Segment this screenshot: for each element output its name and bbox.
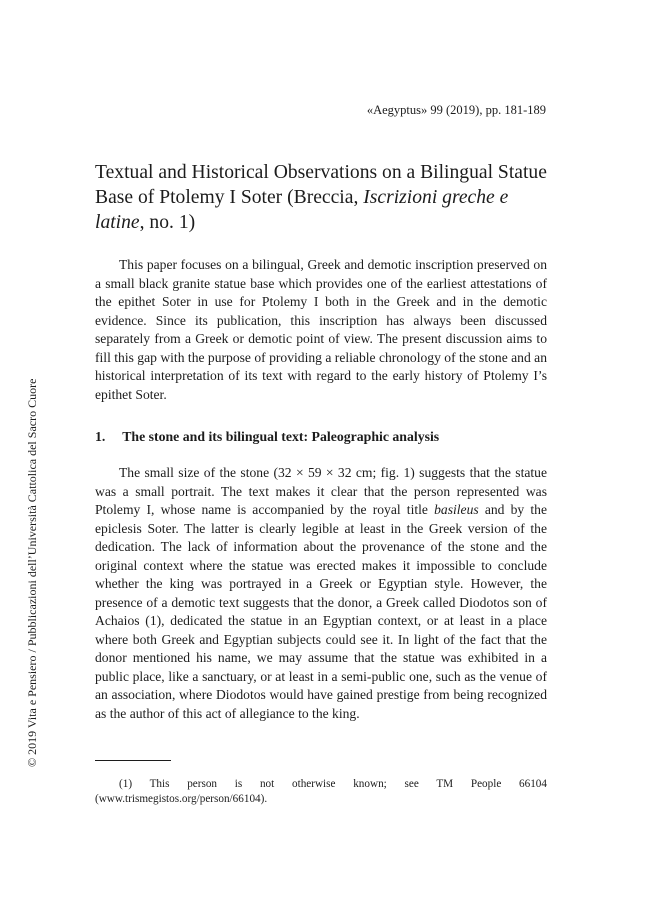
journal-citation: «Aegyptus» 99 (2019), pp. 181-189	[366, 103, 546, 117]
footnote: (1) This person is not otherwise known; see TM People 66104 (www.trismegistos.org/person/66104).	[95, 778, 547, 805]
article-title-text: Textual and Historical Observations on a Bilingual Statue Base of Ptolemy I Soter (Breccia,	[95, 162, 547, 208]
abstract: This paper focuses on a bilingual, Greek and demotic inscription preserved on a small black granite statue base which provides one of the earliest attestations of the epithet Soter in use for Ptolemy I both in the Greek and in the demotic evidence. Since its publication, this inscription has always been discussed separately from a Greek or demotic point of view. The present discussion aims to fill this gap with the purpose of providing a reliable chronology of the stone and an historical interpretation of its text with regard to the early history of Ptolemy I’s epithet Soter.	[95, 257, 547, 402]
section-number: 1.	[95, 429, 106, 444]
article-title-end: , no. 1)	[139, 212, 196, 233]
section-title: The stone and its bilingual text: Paleographic analysis	[122, 429, 440, 444]
article-title	[95, 160, 555, 235]
body-text-end: and by the epiclesis Soter. The latter is clearly legible at least in the Greek version of the dedication. The lack of information about the provenance of the stone and the original context where the statue was erected makes it impossible to conclude whether the king was portrayed in a Greek or Egyptian style. However, the presence of a demotic text suggests that the donor, a Greek called Diodotos son of Achaios (1), dedicated the statue in an Egyptian context, or at least in a place where both Greek and Egyptian subjects could see it. In light of the fact that the donor mentioned his name, we may assume that the statue was exhibited in a public place, like a sanctuary, or at least in a semi-public one, such as the venue of an association, where Diodotos would have gained prestige from being recognized as the author of this act of allegiance to the king.	[95, 502, 547, 721]
article-title-italic: Iscrizioni greche e latine	[95, 187, 509, 233]
section-heading	[95, 429, 547, 445]
side-copyright-notice: © 2019 Vita e Pensiero / Pubblicazioni dell’Università Cattolica del Sacro Cuore	[25, 378, 39, 767]
body-text-start: The small size of the stone (32 × 59 × 32 cm; fig. 1) suggests that the statue was a small portrait. The text makes it clear that the person represented was Ptolemy I, whose name is accompanied by the royal title	[95, 465, 547, 517]
body-paragraph	[95, 464, 547, 723]
footnote-divider	[95, 760, 171, 761]
body-text-italic: basileus	[434, 502, 479, 517]
